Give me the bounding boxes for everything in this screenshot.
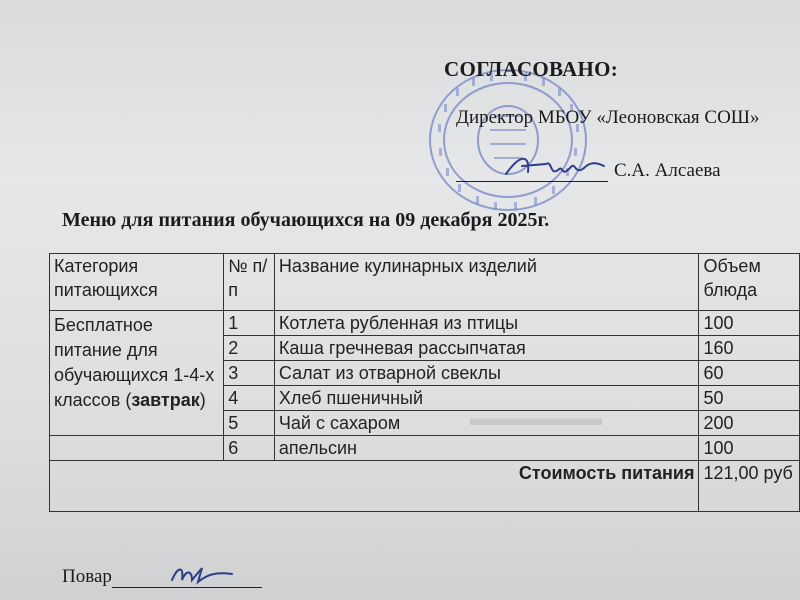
header-dish: Название кулинарных изделий xyxy=(274,254,699,311)
header-volume: Объем блюда xyxy=(699,254,800,311)
approval-heading: СОГЛАСОВАНО: xyxy=(444,57,619,81)
cook-signature-line xyxy=(62,566,262,588)
row-dish: Хлеб пшеничный xyxy=(274,386,699,411)
category-text: Бесплатное питание для обучающихся 1-4-х классов ( xyxy=(54,315,215,410)
row-number: 3 xyxy=(224,361,275,386)
table-row xyxy=(50,436,800,461)
bleed-through-text: ▬▬▬▬▬▬ xyxy=(470,405,602,430)
row-dish: апельсин xyxy=(274,436,699,461)
menu-table xyxy=(49,253,800,512)
row-dish: Салат из отварной свеклы xyxy=(274,361,699,386)
row-volume: 200 xyxy=(699,411,800,436)
director-title: Директор МБОУ «Леоновская СОШ» xyxy=(456,107,760,128)
official-stamp xyxy=(424,64,592,214)
row-dish: Чай с сахаром xyxy=(274,411,699,436)
category-cell xyxy=(50,311,224,436)
table-header-row xyxy=(50,254,800,311)
cook-label: Повар xyxy=(62,566,112,587)
empty-category-cell xyxy=(50,436,224,461)
total-value: 121,00 руб xyxy=(699,461,800,512)
row-dish: Котлета рубленная из птицы xyxy=(274,311,699,336)
header-category: Категория питающихся xyxy=(50,254,224,311)
category-meal: завтрак xyxy=(131,390,200,410)
table-row xyxy=(50,311,800,336)
row-volume: 160 xyxy=(699,336,800,361)
category-close: ) xyxy=(199,390,206,410)
row-number: 4 xyxy=(224,386,275,411)
row-dish: Каша гречневая рассыпчатая xyxy=(274,336,699,361)
row-volume: 50 xyxy=(699,386,800,411)
menu-title: Меню для питания обучающихся на 09 декабря 2025г. xyxy=(62,209,550,231)
row-number: 5 xyxy=(224,411,275,436)
row-volume: 60 xyxy=(699,361,800,386)
director-name: С.А. Алсаева xyxy=(614,160,721,181)
signature-underline xyxy=(456,163,608,182)
row-volume: 100 xyxy=(699,436,800,461)
header-number: № п/п xyxy=(224,254,275,311)
row-volume: 100 xyxy=(699,311,800,336)
row-number: 6 xyxy=(224,436,275,461)
row-number: 2 xyxy=(224,336,275,361)
row-number: 1 xyxy=(224,311,275,336)
director-signature-line xyxy=(456,160,721,182)
signature-underline xyxy=(112,569,262,588)
total-label: Стоимость питания xyxy=(50,461,699,512)
total-row xyxy=(50,461,800,512)
